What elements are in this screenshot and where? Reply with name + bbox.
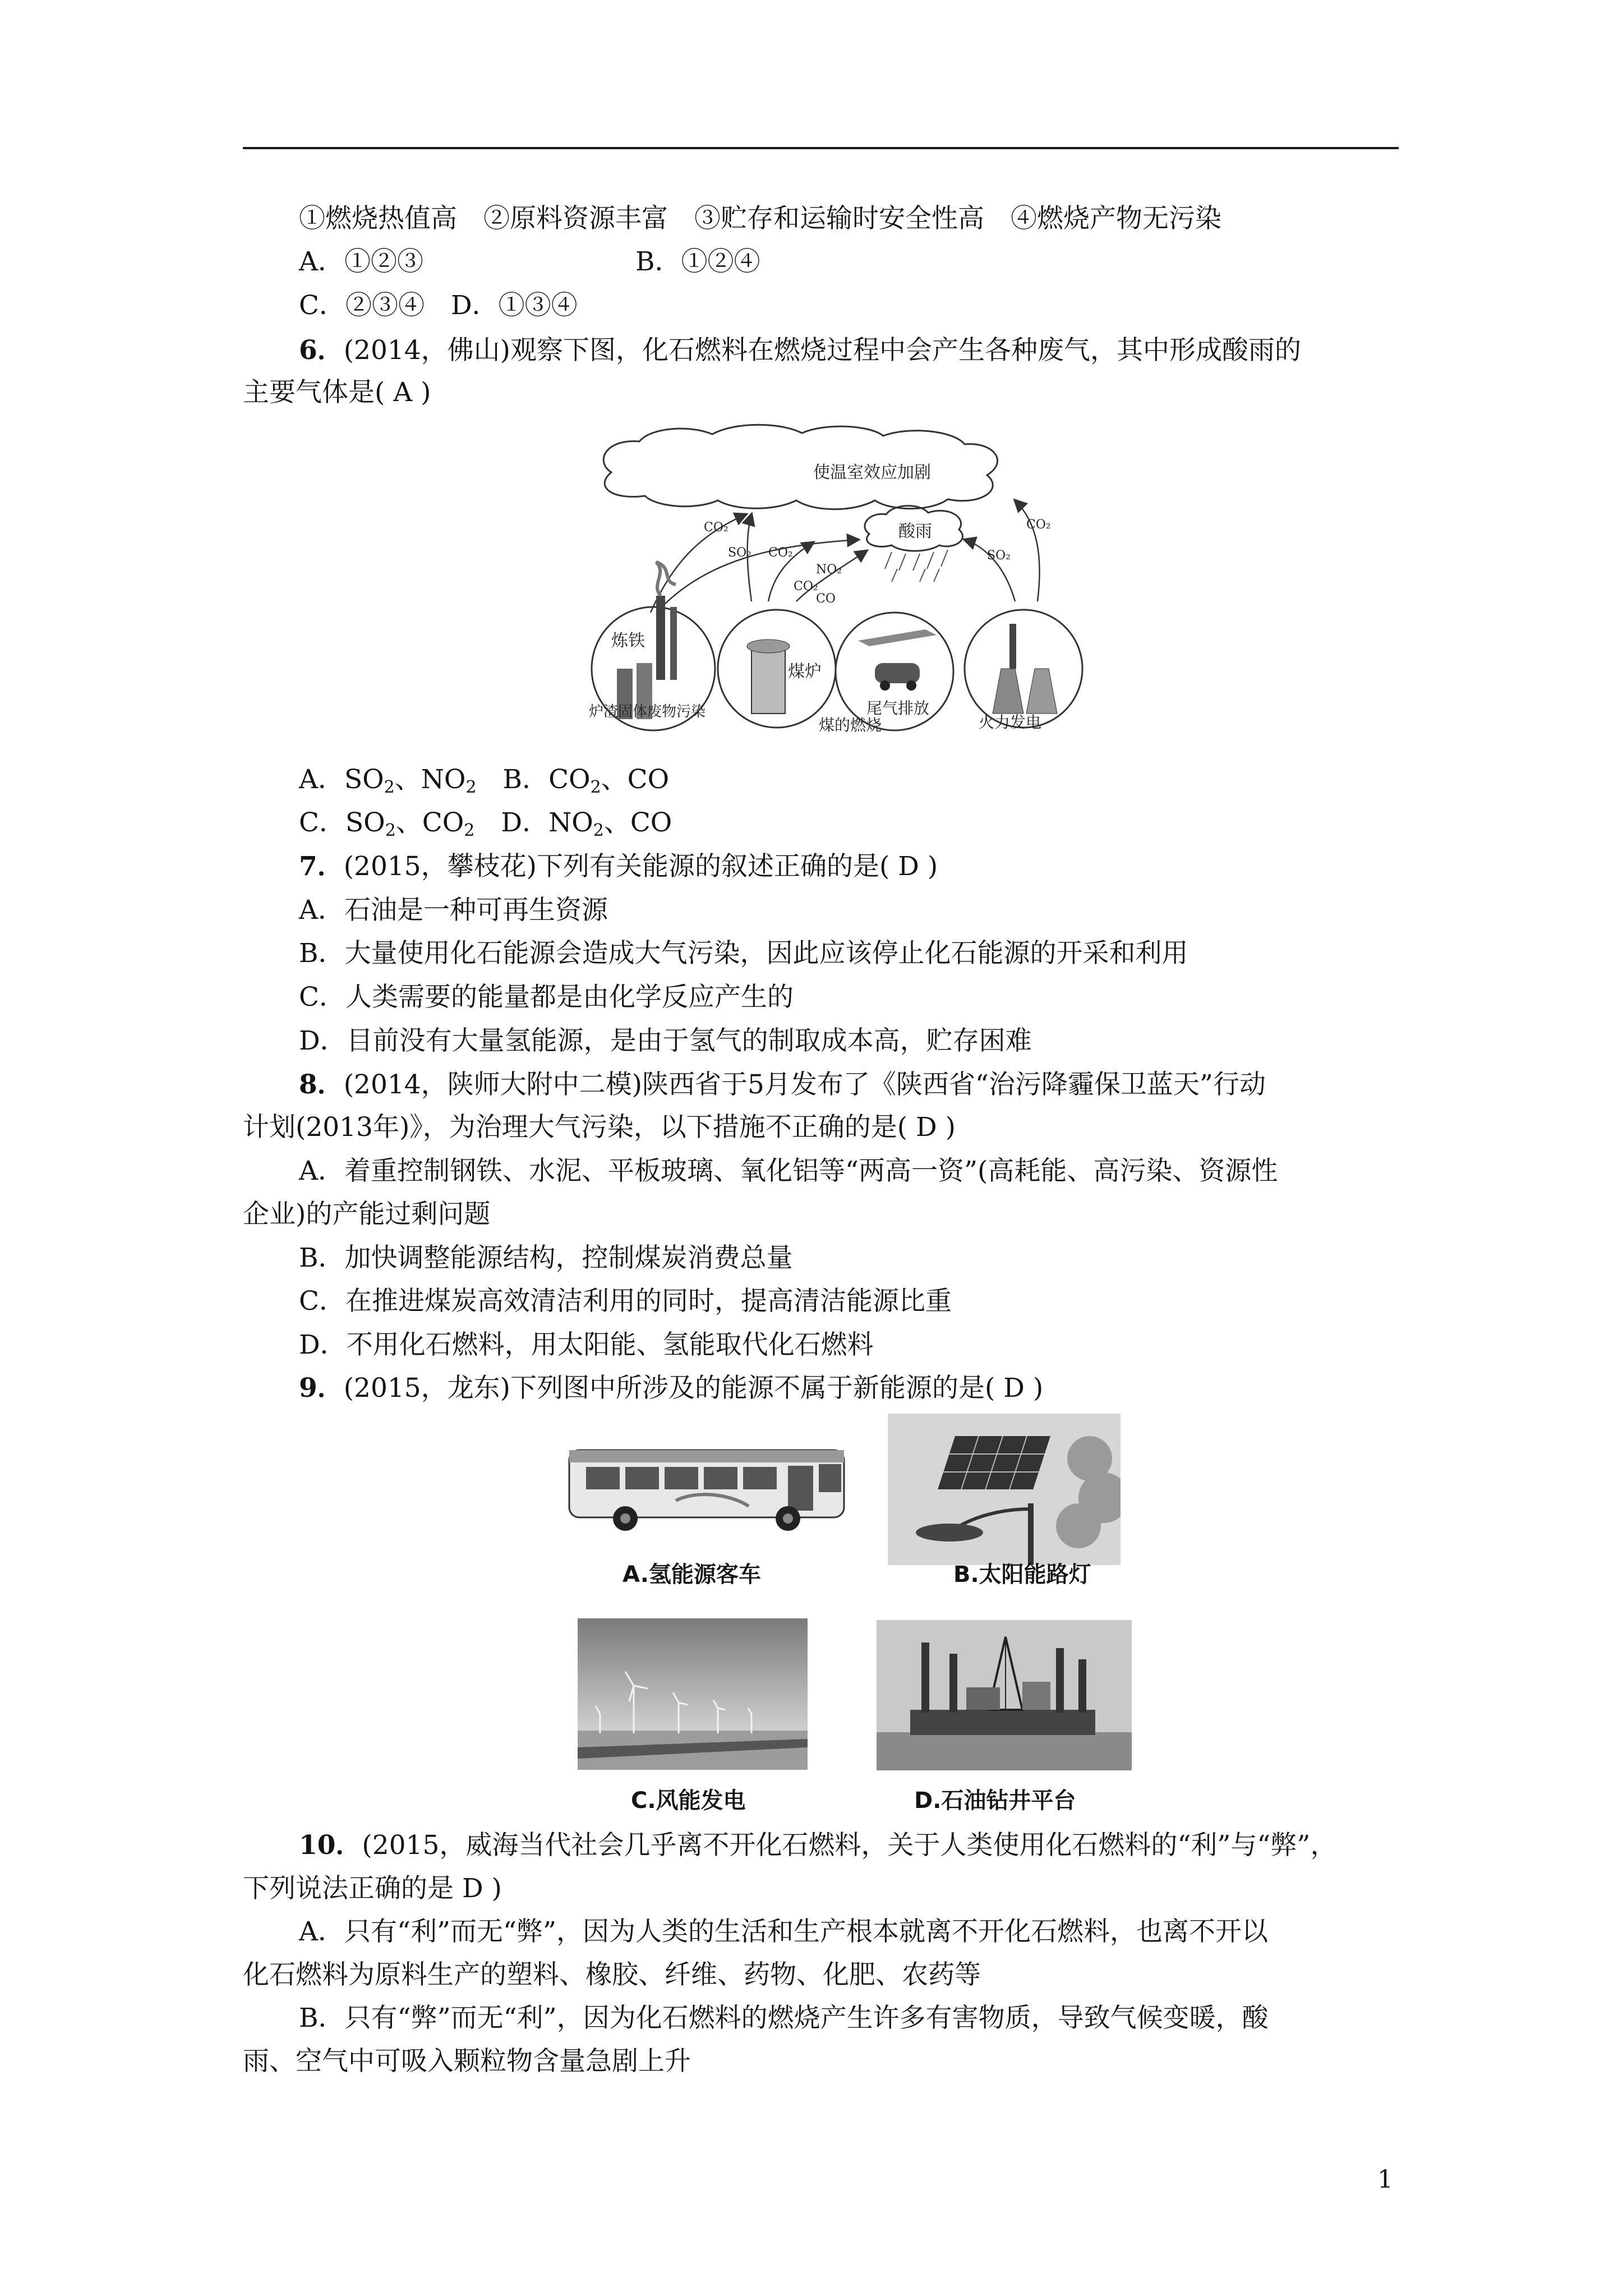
q6-options-cd: C．$SO_2$、$CO_2$ D．$NO_2$、CO <box>299 807 672 840</box>
q8-option-a-2: 企业)的产能过剩问题 <box>243 1199 491 1230</box>
q6-d-post: 、CO <box>603 807 672 838</box>
q5-options-line: ①燃烧热值高 ②原料资源丰富 ③贮存和运输时安全性高 ④燃烧产物无污染 <box>299 203 1221 234</box>
slag-label: 炉渣固体废物污染 <box>589 703 706 720</box>
q9-stem <box>299 1372 1043 1405</box>
q7-option-c: C．人类需要的能量都是由化学反应产生的 <box>299 982 794 1013</box>
q8-stem-line2: 计划(2013年)》，为治理大气污染，以下措施不正确的是( D ) <box>243 1112 956 1143</box>
q8-option-b: B．加快调整能源结构，控制煤炭消费总量 <box>299 1243 793 1273</box>
caption-a: A.氢能源客车 <box>623 1562 761 1588</box>
q6-text-1: (2014，佛山)观察下图，化石燃料在燃烧过程中会产生各种废气，其中形成酸雨的 <box>343 335 1301 366</box>
q6-stem-line2: 主要气体是( A ) <box>243 377 431 408</box>
q6-stem-line1 <box>299 334 1301 367</box>
q6-options-ab: A．$SO_2$、$NO_2$ B．$CO_2$、CO <box>299 764 670 797</box>
q6-number: 6． <box>299 335 344 366</box>
q10-option-b-2: 雨、空气中可吸入颗粒物含量急剧上升 <box>243 2046 691 2077</box>
coal-burning-label: 煤的燃烧 <box>819 716 882 734</box>
q7-option-b: B．大量使用化石能源会造成大气污染，因此应该停止化石能源的开采和利用 <box>299 938 1188 969</box>
q10-number: 10． <box>299 1830 362 1861</box>
q6-b-pre: B．CO <box>476 764 591 795</box>
caption-c: C.风能发电 <box>631 1788 746 1814</box>
q8-stem-line1 <box>299 1068 1266 1102</box>
q8-option-d: D．不用化石燃料，用太阳能、氢能取代化石燃料 <box>299 1329 874 1360</box>
cloud-label: 使温室效应加剧 <box>813 463 931 482</box>
q10-stem-line1 <box>299 1829 1336 1862</box>
iron-label: 炼铁 <box>611 631 645 651</box>
so2-label-1: SO₂ <box>728 546 751 560</box>
wind-farm-photo <box>578 1618 808 1770</box>
q10-text-1: (2015，威海当代社会几乎离不开化石燃料，关于人类使用化石燃料的“利”与“弊”， <box>362 1830 1337 1861</box>
co2-label-3: CO₂ <box>794 579 818 593</box>
q10-stem-line2: 下列说法正确的是 D ) <box>243 1873 502 1904</box>
so2-label-2: SO₂ <box>987 549 1011 563</box>
q6-c-mid: 、CO <box>395 807 464 838</box>
q7-number: 7． <box>299 851 344 882</box>
pollution-diagram <box>578 422 1094 736</box>
q6-d-pre: D．NO <box>474 807 593 838</box>
header-rule <box>243 147 1399 149</box>
q8-option-c: C．在推进煤炭高效清洁利用的同时，提高清洁能源比重 <box>299 1286 952 1317</box>
q8-option-a-1: A．着重控制钢铁、水泥、平板玻璃、氧化铝等“两高一资”(高耗能、高污染、资源性 <box>299 1156 1278 1186</box>
q5-option-b: B．①②④ <box>635 246 760 277</box>
q6-a-pre: A．SO <box>299 764 384 795</box>
caption-d: D.石油钻井平台 <box>914 1788 1076 1814</box>
co2-label-4: CO₂ <box>1026 518 1051 532</box>
acid-rain-label: 酸雨 <box>898 522 932 541</box>
q6-a-mid: 、NO <box>394 764 466 795</box>
co-label: CO <box>816 592 836 606</box>
q7-option-a: A．石油是一种可再生资源 <box>299 895 608 926</box>
q7-stem <box>299 850 938 884</box>
q7-text: (2015，攀枝花)下列有关能源的叙述正确的是( D ) <box>343 851 938 882</box>
q10-option-a-2: 化石燃料为原料生产的塑料、橡胶、纤维、药物、化肥、农药等 <box>243 1959 981 1990</box>
solar-light-photo <box>888 1414 1121 1565</box>
q7-option-d: D．目前没有大量氢能源，是由于氢气的制取成本高，贮存困难 <box>299 1025 1032 1056</box>
q5-option-cd: C．②③④ D．①③④ <box>299 290 578 321</box>
q6-c-pre: C．SO <box>299 807 385 838</box>
stove-label: 煤炉 <box>788 662 822 682</box>
q10-option-b-1: B．只有“弊”而无“利”，因为化石燃料的燃烧产生许多有害物质，导致气候变暖，酸 <box>299 2003 1269 2033</box>
exhaust-label: 尾气排放 <box>866 699 930 717</box>
q8-text-1: (2014，陕师大附中二模)陕西省于5月发布了《陕西省“治污降霾保卫蓝天”行动 <box>343 1069 1266 1100</box>
caption-b: B.太阳能路灯 <box>953 1562 1091 1588</box>
q9-number: 9． <box>299 1373 344 1404</box>
q9-text: (2015，龙东)下列图中所涉及的能源不属于新能源的是( D ) <box>343 1373 1044 1404</box>
q6-b-post: 、CO <box>601 764 670 795</box>
power-circle <box>965 610 1082 728</box>
q5-option-a: A．①②③ <box>299 246 423 277</box>
no2-label: NO₂ <box>816 563 842 577</box>
page-number: 1 <box>1377 2165 1393 2194</box>
hydrogen-bus-photo <box>564 1439 855 1540</box>
greenhouse-cloud <box>603 425 997 509</box>
q8-number: 8． <box>299 1069 344 1100</box>
power-label: 火力发电 <box>979 713 1042 731</box>
q10-option-a-1: A．只有“利”而无“弊”，因为人类的生活和生产根本就离不开化石燃料，也离不开以 <box>299 1916 1269 1947</box>
co2-label-1: CO₂ <box>704 521 728 535</box>
co2-label-2: CO₂ <box>768 546 793 560</box>
oil-platform-photo <box>877 1620 1132 1770</box>
